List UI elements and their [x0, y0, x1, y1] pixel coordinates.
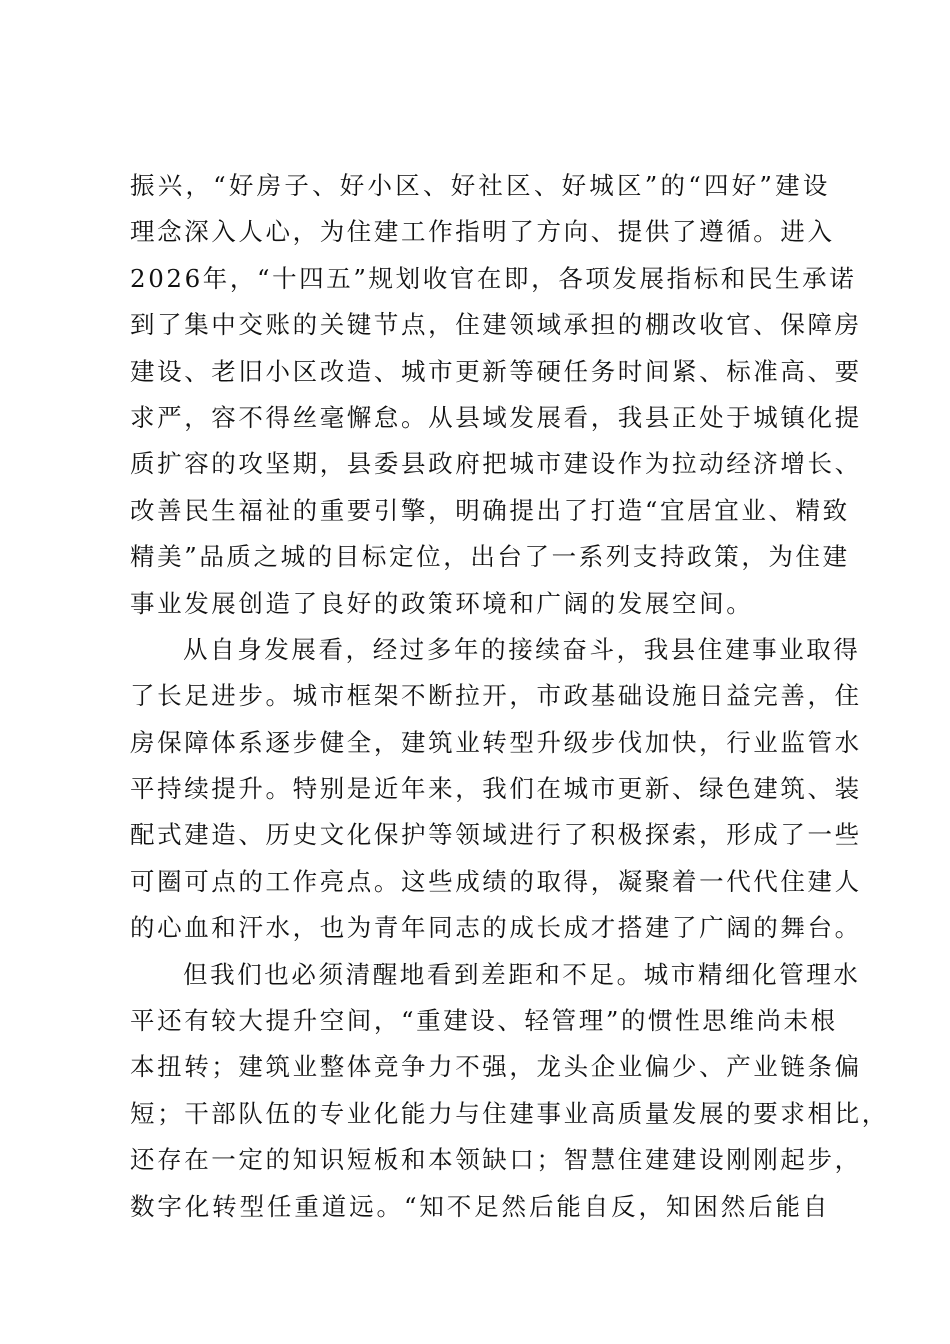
text-line: 了长足进步。城市框架不断拉开，市政基础设施日益完善，住: [130, 681, 862, 711]
text-line: 平持续提升。特别是近年来，我们在城市更新、绿色建筑、装: [130, 774, 862, 804]
text-line: 可圈可点的工作亮点。这些成绩的取得，凝聚着一代代住建人: [130, 866, 862, 896]
text-line: 房保障体系逐步健全，建筑业转型升级步伐加快，行业监管水: [130, 727, 862, 757]
text-line: 建设、老旧小区改造、城市更新等硬任务时间紧、标准高、要: [130, 356, 862, 386]
text-line: 短；干部队伍的专业化能力与住建事业高质量发展的要求相比，: [130, 1098, 889, 1128]
text-line: 到了集中交账的关键节点，住建领域承担的棚改收官、保障房: [130, 310, 862, 340]
body-text: [130, 163, 889, 1230]
text-line: 平还有较大提升空间，“重建设、轻管理”的惯性思维尚未根: [130, 1006, 838, 1036]
text-line: 理念深入人心，为住建工作指明了方向、提供了遵循。进入: [130, 217, 835, 247]
text-line: 本扭转；建筑业整体竞争力不强，龙头企业偏少、产业链条偏: [130, 1052, 862, 1082]
text-line: 改善民生福祉的重要引擎，明确提出了打造“宜居宜业、精致: [130, 495, 850, 525]
text-line: 求严，容不得丝毫懈怠。从县域发展看，我县正处于城镇化提: [130, 402, 862, 432]
text-line: 精美”品质之城的目标定位，出台了一系列支持政策，为住建: [130, 542, 850, 572]
text-line: 事业发展创造了良好的政策环境和广阔的发展空间。: [130, 588, 754, 618]
text-line: 振兴，“好房子、好小区、好社区、好城区”的“四好”建设: [130, 171, 830, 200]
text-line: 但我们也必须清醒地看到差距和不足。城市精细化管理水: [183, 959, 861, 989]
text-line: 的心血和汗水，也为青年同志的成长成才搭建了广阔的舞台。: [130, 913, 862, 943]
text-line: 2026年，“十四五”规划收官在即，各项发展指标和民生承诺: [130, 263, 857, 293]
text-line: 从自身发展看，经过多年的接续奋斗，我县住建事业取得: [183, 634, 861, 664]
text-line: 配式建造、历史文化保护等领域进行了积极探索，形成了一些: [130, 820, 862, 850]
text-line: 还存在一定的知识短板和本领缺口；智慧住建建设刚刚起步，: [130, 1145, 862, 1175]
text-line: 数字化转型任重道远。“知不足然后能自反，知困然后能自: [130, 1191, 830, 1221]
text-line: 质扩容的攻坚期，县委县政府把城市建设作为拉动经济增长、: [130, 449, 862, 479]
